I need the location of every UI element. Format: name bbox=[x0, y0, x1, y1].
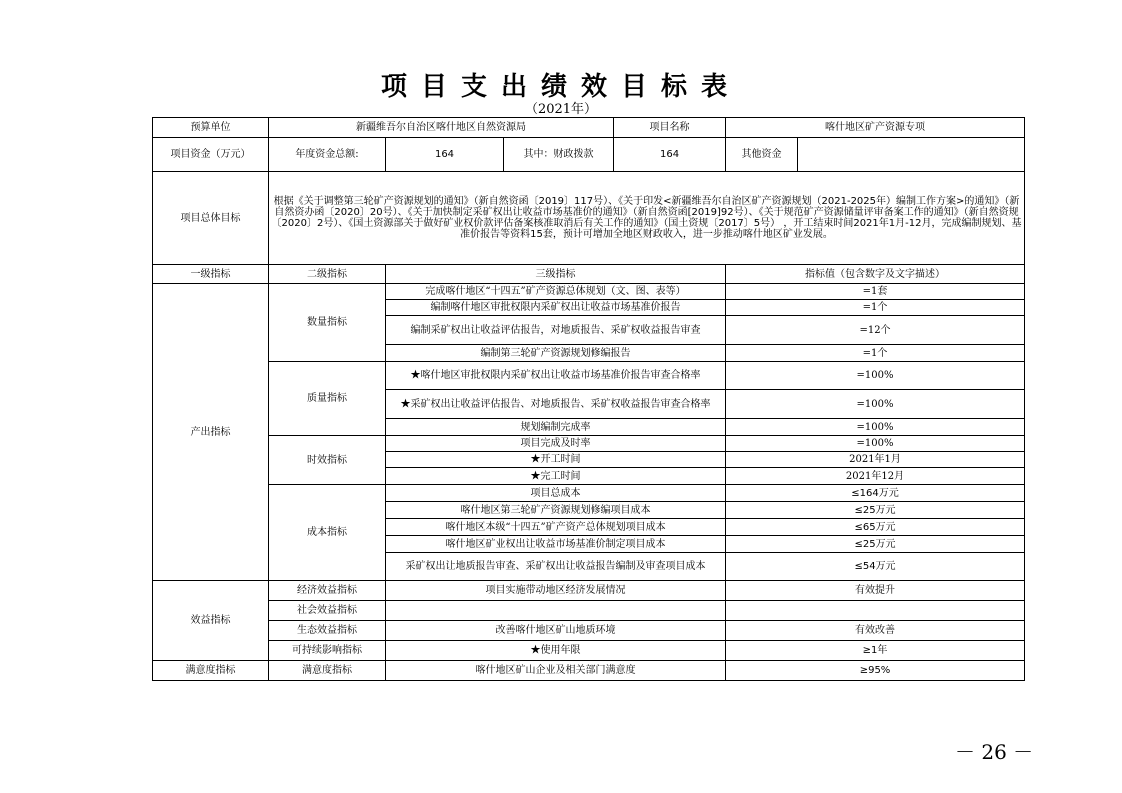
indicator-name: 编制喀什地区审批权限内采矿权出让收益市场基准价报告 bbox=[386, 300, 726, 316]
indicator-name: 项目实施带动地区经济发展情况 bbox=[386, 581, 726, 601]
indicator-name: ★使用年限 bbox=[386, 641, 726, 661]
col-level1: 一级指标 bbox=[153, 265, 269, 284]
benefit-level2: 社会效益指标 bbox=[269, 601, 386, 621]
indicator-name: ★喀什地区审批权限内采矿权出让收益市场基准价报告审查合格率 bbox=[386, 362, 726, 390]
indicator-value: =100% bbox=[726, 419, 1025, 436]
indicator-name: 改善喀什地区矿山地质环境 bbox=[386, 621, 726, 641]
fund-label: 项目资金（万元） bbox=[153, 138, 269, 172]
quantity-label: 数量指标 bbox=[269, 284, 386, 362]
annual-label: 年度资金总额: bbox=[269, 138, 386, 172]
fiscal-label: 其中：财政拨款 bbox=[504, 138, 614, 172]
benefit-label: 效益指标 bbox=[153, 581, 269, 661]
indicator-value: =100% bbox=[726, 362, 1025, 390]
cost-label: 成本指标 bbox=[269, 485, 386, 581]
indicator-value: =12个 bbox=[726, 316, 1025, 345]
annual-value: 164 bbox=[386, 138, 504, 172]
indicator-value: ≤54万元 bbox=[726, 553, 1025, 581]
indicator-value: ≥1年 bbox=[726, 641, 1025, 661]
indicator-value bbox=[726, 601, 1025, 621]
benefit-level2: 可持续影响指标 bbox=[269, 641, 386, 661]
fiscal-value: 164 bbox=[614, 138, 726, 172]
benefit-level2: 生态效益指标 bbox=[269, 621, 386, 641]
indicator-name: ★完工时间 bbox=[386, 468, 726, 485]
indicator-name: 完成喀什地区“十四五”矿产资源总体规划（文、图、表等） bbox=[386, 284, 726, 300]
table-row bbox=[153, 581, 1025, 601]
col-level3: 三级指标 bbox=[386, 265, 726, 284]
satisfaction-level2: 满意度指标 bbox=[269, 661, 386, 681]
satisfaction-label: 满意度指标 bbox=[153, 661, 269, 681]
page-title: 项目支出绩效目标表 bbox=[380, 72, 741, 102]
indicator-name bbox=[386, 601, 726, 621]
indicator-value: ≤164万元 bbox=[726, 485, 1025, 502]
indicator-name: 编制第三轮矿产资源规划修编报告 bbox=[386, 345, 726, 362]
table-row bbox=[153, 641, 1025, 661]
table-row bbox=[153, 436, 1025, 452]
quality-label: 质量指标 bbox=[269, 362, 386, 436]
column-header-row bbox=[153, 265, 1025, 284]
table-row bbox=[153, 661, 1025, 681]
timeliness-label: 时效指标 bbox=[269, 436, 386, 485]
indicator-value: =1套 bbox=[726, 284, 1025, 300]
indicator-value: ≤25万元 bbox=[726, 536, 1025, 553]
unit-label: 预算单位 bbox=[153, 118, 269, 138]
other-value bbox=[798, 138, 1025, 172]
unit-row bbox=[153, 118, 1025, 138]
indicator-name: 喀什地区本级“十四五”矿产资产总体规划项目成本 bbox=[386, 519, 726, 536]
indicator-value: =100% bbox=[726, 390, 1025, 419]
indicator-name: 喀什地区矿业权出让收益市场基准价制定项目成本 bbox=[386, 536, 726, 553]
indicator-value: 2021年1月 bbox=[726, 452, 1025, 468]
indicator-value: ≤25万元 bbox=[726, 502, 1025, 519]
page-number: － 26 － bbox=[955, 740, 1034, 764]
indicator-name: 喀什地区第三轮矿产资源规划修编项目成本 bbox=[386, 502, 726, 519]
col-value: 指标值（包含数字及文字描述） bbox=[726, 265, 1025, 284]
indicator-value: 有效提升 bbox=[726, 581, 1025, 601]
indicator-name: 编制采矿权出让收益评估报告，对地质报告、采矿权收益报告审查 bbox=[386, 316, 726, 345]
goal-row bbox=[153, 172, 1025, 265]
project-label: 项目名称 bbox=[614, 118, 726, 138]
indicator-value: =1个 bbox=[726, 345, 1025, 362]
goal-text: 根据《关于调整第三轮矿产资源规划的通知》（新自然资函〔2019〕117号）、《关于印发<新疆维吾尔自治区矿产资源规划（2021-2025年）编制工作方案>的通知》（新自然资办函〔2020〕20号）、《关于加快制定采矿权出让收益市场基准价的通知》（新自然资函[2019]92号）、《关于规范矿产资源储量评审备案工作的通知》（新自然资规〔2020〕2号）、《国土资源部关于做好矿业权价款评估备案核准取消后有关工作的通知》（国土资规〔2017〕5号） ，开工结束时间2021年1月-12月，完成编制规划、基准价报告等资料15套，预计可增加全地区财政收入，进一步推动喀什地区矿业发展。 bbox=[269, 172, 1025, 265]
indicator-name: 项目完成及时率 bbox=[386, 436, 726, 452]
indicator-value: 有效改善 bbox=[726, 621, 1025, 641]
indicator-value: ≥95% bbox=[726, 661, 1025, 681]
indicator-name: 项目总成本 bbox=[386, 485, 726, 502]
fund-row bbox=[153, 138, 1025, 172]
indicator-value: ≤65万元 bbox=[726, 519, 1025, 536]
indicator-value: 2021年12月 bbox=[726, 468, 1025, 485]
indicator-name: ★采矿权出让收益评估报告、对地质报告、采矿权收益报告审查合格率 bbox=[386, 390, 726, 419]
table-row bbox=[153, 362, 1025, 390]
year-subtitle: （2021年） bbox=[524, 102, 598, 117]
benefit-level2: 经济效益指标 bbox=[269, 581, 386, 601]
project-value: 喀什地区矿产资源专项 bbox=[726, 118, 1025, 138]
table-row bbox=[153, 485, 1025, 502]
table-row bbox=[153, 601, 1025, 621]
indicator-value: =100% bbox=[726, 436, 1025, 452]
indicator-value: =1个 bbox=[726, 300, 1025, 316]
unit-value: 新疆维吾尔自治区喀什地区自然资源局 bbox=[269, 118, 614, 138]
indicator-name: ★开工时间 bbox=[386, 452, 726, 468]
table-row bbox=[153, 621, 1025, 641]
indicator-name: 规划编制完成率 bbox=[386, 419, 726, 436]
other-label: 其他资金 bbox=[726, 138, 798, 172]
table-row bbox=[153, 284, 1025, 300]
col-level2: 二级指标 bbox=[269, 265, 386, 284]
indicator-name: 喀什地区矿山企业及相关部门满意度 bbox=[386, 661, 726, 681]
performance-table bbox=[152, 117, 1025, 681]
indicator-name: 采矿权出让地质报告审查、采矿权出让收益报告编制及审查项目成本 bbox=[386, 553, 726, 581]
output-label: 产出指标 bbox=[153, 284, 269, 581]
goal-label: 项目总体目标 bbox=[153, 172, 269, 265]
